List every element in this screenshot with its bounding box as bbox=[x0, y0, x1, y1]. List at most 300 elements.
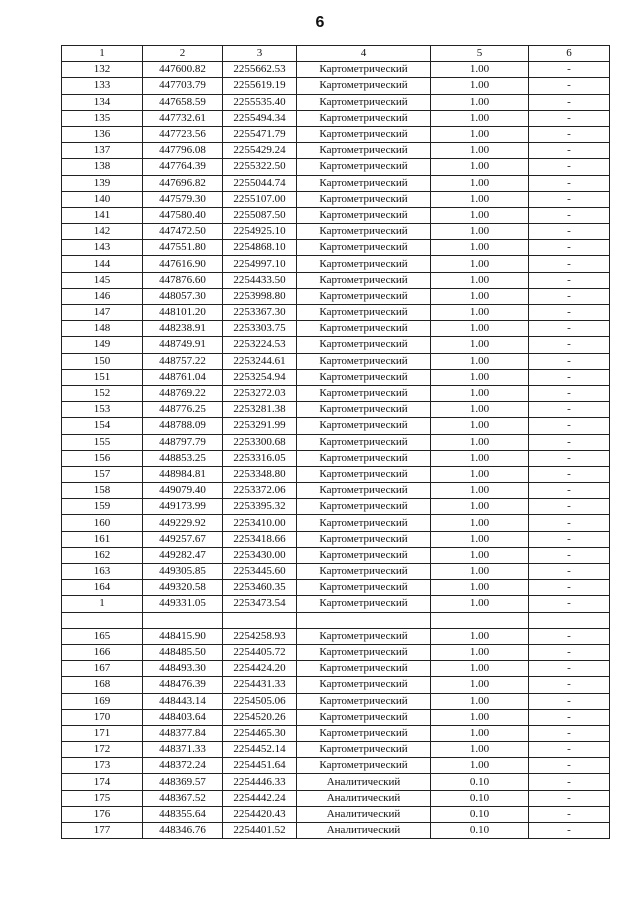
table-row bbox=[62, 191, 610, 207]
note-cell: - bbox=[529, 596, 610, 612]
accuracy-cell: 1.00 bbox=[431, 531, 529, 547]
table-row bbox=[62, 369, 610, 385]
accuracy-cell: 1.00 bbox=[431, 353, 529, 369]
table-row bbox=[62, 644, 610, 660]
y-coordinate-cell: 2254868.10 bbox=[223, 240, 297, 256]
method-cell: Картометрический bbox=[297, 531, 431, 547]
note-cell: - bbox=[529, 110, 610, 126]
y-coordinate-cell: 2254451.64 bbox=[223, 758, 297, 774]
point-number-cell: 140 bbox=[62, 191, 143, 207]
note-cell: - bbox=[529, 159, 610, 175]
table-row bbox=[62, 110, 610, 126]
point-number-cell: 135 bbox=[62, 110, 143, 126]
point-number-cell bbox=[62, 612, 143, 628]
point-number-cell: 148 bbox=[62, 321, 143, 337]
method-cell: Картометрический bbox=[297, 337, 431, 353]
coordinates-table bbox=[61, 45, 610, 839]
page-number: 6 bbox=[315, 14, 325, 31]
method-cell: Картометрический bbox=[297, 143, 431, 159]
table-row bbox=[62, 159, 610, 175]
note-cell: - bbox=[529, 240, 610, 256]
method-cell: Картометрический bbox=[297, 385, 431, 401]
y-coordinate-cell: 2254520.26 bbox=[223, 709, 297, 725]
x-coordinate-cell: 447764.39 bbox=[143, 159, 223, 175]
y-coordinate-cell: 2255107.00 bbox=[223, 191, 297, 207]
table-row bbox=[62, 321, 610, 337]
accuracy-cell: 1.00 bbox=[431, 191, 529, 207]
y-coordinate-cell: 2254452.14 bbox=[223, 742, 297, 758]
y-coordinate-cell: 2253254.94 bbox=[223, 369, 297, 385]
table-row bbox=[62, 78, 610, 94]
point-number-cell: 172 bbox=[62, 742, 143, 758]
y-coordinate-cell: 2255087.50 bbox=[223, 207, 297, 223]
note-cell: - bbox=[529, 661, 610, 677]
note-cell: - bbox=[529, 547, 610, 563]
y-coordinate-cell: 2254465.30 bbox=[223, 725, 297, 741]
accuracy-cell: 1.00 bbox=[431, 515, 529, 531]
note-cell: - bbox=[529, 224, 610, 240]
accuracy-cell: 1.00 bbox=[431, 628, 529, 644]
x-coordinate-cell: 447579.30 bbox=[143, 191, 223, 207]
method-cell: Картометрический bbox=[297, 126, 431, 142]
x-coordinate-cell: 449229.92 bbox=[143, 515, 223, 531]
table-row bbox=[62, 402, 610, 418]
note-cell: - bbox=[529, 353, 610, 369]
table-row bbox=[62, 385, 610, 401]
table-row bbox=[62, 418, 610, 434]
x-coordinate-cell: 449305.85 bbox=[143, 564, 223, 580]
accuracy-cell: 1.00 bbox=[431, 175, 529, 191]
x-coordinate-cell: 448797.79 bbox=[143, 434, 223, 450]
method-cell: Картометрический bbox=[297, 78, 431, 94]
method-cell: Картометрический bbox=[297, 596, 431, 612]
accuracy-cell: 1.00 bbox=[431, 580, 529, 596]
x-coordinate-cell: 449173.99 bbox=[143, 499, 223, 515]
note-cell: - bbox=[529, 321, 610, 337]
method-cell: Аналитический bbox=[297, 790, 431, 806]
y-coordinate-cell: 2254446.33 bbox=[223, 774, 297, 790]
point-number-cell: 150 bbox=[62, 353, 143, 369]
note-cell: - bbox=[529, 126, 610, 142]
method-cell: Картометрический bbox=[297, 224, 431, 240]
x-coordinate-cell: 448377.84 bbox=[143, 725, 223, 741]
x-coordinate-cell: 448372.24 bbox=[143, 758, 223, 774]
table-row bbox=[62, 596, 610, 612]
accuracy-cell: 1.00 bbox=[431, 644, 529, 660]
accuracy-cell: 1.00 bbox=[431, 661, 529, 677]
accuracy-cell: 1.00 bbox=[431, 321, 529, 337]
x-coordinate-cell: 448853.25 bbox=[143, 450, 223, 466]
accuracy-cell: 0.10 bbox=[431, 774, 529, 790]
header-cell-1: 1 bbox=[62, 46, 143, 62]
x-coordinate-cell: 447732.61 bbox=[143, 110, 223, 126]
x-coordinate-cell: 447703.79 bbox=[143, 78, 223, 94]
point-number-cell: 145 bbox=[62, 272, 143, 288]
point-number-cell: 175 bbox=[62, 790, 143, 806]
point-number-cell: 162 bbox=[62, 547, 143, 563]
y-coordinate-cell: 2254433.50 bbox=[223, 272, 297, 288]
note-cell: - bbox=[529, 369, 610, 385]
method-cell: Картометрический bbox=[297, 353, 431, 369]
header-cell-2: 2 bbox=[143, 46, 223, 62]
table-row bbox=[62, 612, 610, 628]
note-cell: - bbox=[529, 191, 610, 207]
point-number-cell: 133 bbox=[62, 78, 143, 94]
table-row bbox=[62, 580, 610, 596]
accuracy-cell: 1.00 bbox=[431, 547, 529, 563]
accuracy-cell: 1.00 bbox=[431, 709, 529, 725]
method-cell: Картометрический bbox=[297, 742, 431, 758]
point-number-cell: 152 bbox=[62, 385, 143, 401]
y-coordinate-cell: 2253998.80 bbox=[223, 288, 297, 304]
note-cell: - bbox=[529, 725, 610, 741]
accuracy-cell: 1.00 bbox=[431, 224, 529, 240]
note-cell: - bbox=[529, 693, 610, 709]
accuracy-cell: 1.00 bbox=[431, 337, 529, 353]
x-coordinate-cell: 448769.22 bbox=[143, 385, 223, 401]
note-cell: - bbox=[529, 466, 610, 482]
point-number-cell: 171 bbox=[62, 725, 143, 741]
point-number-cell: 137 bbox=[62, 143, 143, 159]
point-number-cell: 139 bbox=[62, 175, 143, 191]
y-coordinate-cell: 2253410.00 bbox=[223, 515, 297, 531]
method-cell: Картометрический bbox=[297, 677, 431, 693]
x-coordinate-cell: 448057.30 bbox=[143, 288, 223, 304]
table-row bbox=[62, 693, 610, 709]
header-cell-5: 5 bbox=[431, 46, 529, 62]
table-row bbox=[62, 466, 610, 482]
method-cell: Картометрический bbox=[297, 272, 431, 288]
table-row bbox=[62, 725, 610, 741]
accuracy-cell: 1.00 bbox=[431, 240, 529, 256]
accuracy-cell: 1.00 bbox=[431, 369, 529, 385]
note-cell: - bbox=[529, 62, 610, 78]
table-row bbox=[62, 240, 610, 256]
table-row bbox=[62, 628, 610, 644]
y-coordinate-cell: 2254431.33 bbox=[223, 677, 297, 693]
method-cell: Картометрический bbox=[297, 725, 431, 741]
accuracy-cell: 1.00 bbox=[431, 385, 529, 401]
x-coordinate-cell: 448367.52 bbox=[143, 790, 223, 806]
note-cell: - bbox=[529, 515, 610, 531]
point-number-cell: 141 bbox=[62, 207, 143, 223]
accuracy-cell: 1.00 bbox=[431, 418, 529, 434]
note-cell: - bbox=[529, 450, 610, 466]
point-number-cell: 169 bbox=[62, 693, 143, 709]
point-number-cell: 155 bbox=[62, 434, 143, 450]
x-coordinate-cell: 447696.82 bbox=[143, 175, 223, 191]
note-cell: - bbox=[529, 418, 610, 434]
point-number-cell: 165 bbox=[62, 628, 143, 644]
method-cell: Картометрический bbox=[297, 369, 431, 385]
method-cell: Картометрический bbox=[297, 240, 431, 256]
table-row bbox=[62, 126, 610, 142]
method-cell bbox=[297, 612, 431, 628]
note-cell: - bbox=[529, 402, 610, 418]
method-cell: Аналитический bbox=[297, 774, 431, 790]
x-coordinate-cell: 448476.39 bbox=[143, 677, 223, 693]
note-cell: - bbox=[529, 580, 610, 596]
y-coordinate-cell: 2254424.20 bbox=[223, 661, 297, 677]
x-coordinate-cell: 448984.81 bbox=[143, 466, 223, 482]
y-coordinate-cell: 2253473.54 bbox=[223, 596, 297, 612]
note-cell: - bbox=[529, 499, 610, 515]
table-row bbox=[62, 337, 610, 353]
y-coordinate-cell: 2254505.06 bbox=[223, 693, 297, 709]
method-cell: Картометрический bbox=[297, 661, 431, 677]
point-number-cell: 176 bbox=[62, 806, 143, 822]
method-cell: Картометрический bbox=[297, 159, 431, 175]
x-coordinate-cell: 447876.60 bbox=[143, 272, 223, 288]
point-number-cell: 177 bbox=[62, 823, 143, 839]
y-coordinate-cell: 2253395.32 bbox=[223, 499, 297, 515]
accuracy-cell: 1.00 bbox=[431, 450, 529, 466]
accuracy-cell: 1.00 bbox=[431, 94, 529, 110]
point-number-cell: 163 bbox=[62, 564, 143, 580]
method-cell: Картометрический bbox=[297, 450, 431, 466]
y-coordinate-cell: 2253300.68 bbox=[223, 434, 297, 450]
method-cell: Картометрический bbox=[297, 305, 431, 321]
x-coordinate-cell: 448761.04 bbox=[143, 369, 223, 385]
note-cell: - bbox=[529, 531, 610, 547]
note-cell: - bbox=[529, 742, 610, 758]
table-row bbox=[62, 143, 610, 159]
y-coordinate-cell: 2253430.00 bbox=[223, 547, 297, 563]
y-coordinate-cell: 2254420.43 bbox=[223, 806, 297, 822]
x-coordinate-cell: 448493.30 bbox=[143, 661, 223, 677]
y-coordinate-cell: 2254405.72 bbox=[223, 644, 297, 660]
method-cell: Картометрический bbox=[297, 499, 431, 515]
method-cell: Картометрический bbox=[297, 207, 431, 223]
note-cell: - bbox=[529, 256, 610, 272]
note-cell: - bbox=[529, 806, 610, 822]
x-coordinate-cell: 448355.64 bbox=[143, 806, 223, 822]
x-coordinate-cell: 447600.82 bbox=[143, 62, 223, 78]
note-cell: - bbox=[529, 305, 610, 321]
point-number-cell: 156 bbox=[62, 450, 143, 466]
y-coordinate-cell: 2253281.38 bbox=[223, 402, 297, 418]
point-number-cell: 166 bbox=[62, 644, 143, 660]
note-cell: - bbox=[529, 385, 610, 401]
method-cell: Картометрический bbox=[297, 94, 431, 110]
point-number-cell: 1 bbox=[62, 596, 143, 612]
accuracy-cell: 1.00 bbox=[431, 207, 529, 223]
y-coordinate-cell: 2254258.93 bbox=[223, 628, 297, 644]
x-coordinate-cell: 448346.76 bbox=[143, 823, 223, 839]
method-cell: Картометрический bbox=[297, 628, 431, 644]
note-cell bbox=[529, 612, 610, 628]
x-coordinate-cell: 448788.09 bbox=[143, 418, 223, 434]
y-coordinate-cell: 2253224.53 bbox=[223, 337, 297, 353]
point-number-cell: 164 bbox=[62, 580, 143, 596]
x-coordinate-cell: 448443.14 bbox=[143, 693, 223, 709]
accuracy-cell: 1.00 bbox=[431, 742, 529, 758]
point-number-cell: 136 bbox=[62, 126, 143, 142]
x-coordinate-cell: 448415.90 bbox=[143, 628, 223, 644]
note-cell: - bbox=[529, 78, 610, 94]
point-number-cell: 170 bbox=[62, 709, 143, 725]
table-row bbox=[62, 62, 610, 78]
table-row bbox=[62, 288, 610, 304]
header-cell-3: 3 bbox=[223, 46, 297, 62]
accuracy-cell: 1.00 bbox=[431, 483, 529, 499]
y-coordinate-cell: 2253291.99 bbox=[223, 418, 297, 434]
note-cell: - bbox=[529, 644, 610, 660]
y-coordinate-cell: 2255322.50 bbox=[223, 159, 297, 175]
y-coordinate-cell: 2254442.24 bbox=[223, 790, 297, 806]
method-cell: Картометрический bbox=[297, 644, 431, 660]
accuracy-cell: 0.10 bbox=[431, 790, 529, 806]
method-cell: Картометрический bbox=[297, 693, 431, 709]
table-row bbox=[62, 499, 610, 515]
x-coordinate-cell bbox=[143, 612, 223, 628]
method-cell: Картометрический bbox=[297, 288, 431, 304]
x-coordinate-cell: 449079.40 bbox=[143, 483, 223, 499]
y-coordinate-cell: 2254925.10 bbox=[223, 224, 297, 240]
note-cell: - bbox=[529, 94, 610, 110]
method-cell: Картометрический bbox=[297, 466, 431, 482]
note-cell: - bbox=[529, 272, 610, 288]
x-coordinate-cell: 447472.50 bbox=[143, 224, 223, 240]
point-number-cell: 151 bbox=[62, 369, 143, 385]
y-coordinate-cell: 2254401.52 bbox=[223, 823, 297, 839]
x-coordinate-cell: 449331.05 bbox=[143, 596, 223, 612]
x-coordinate-cell: 448369.57 bbox=[143, 774, 223, 790]
x-coordinate-cell: 448403.64 bbox=[143, 709, 223, 725]
method-cell: Картометрический bbox=[297, 709, 431, 725]
accuracy-cell: 1.00 bbox=[431, 434, 529, 450]
point-number-cell: 153 bbox=[62, 402, 143, 418]
y-coordinate-cell: 2253272.03 bbox=[223, 385, 297, 401]
table-body bbox=[62, 62, 610, 839]
method-cell: Картометрический bbox=[297, 191, 431, 207]
accuracy-cell: 1.00 bbox=[431, 305, 529, 321]
y-coordinate-cell: 2253316.05 bbox=[223, 450, 297, 466]
method-cell: Картометрический bbox=[297, 402, 431, 418]
accuracy-cell: 1.00 bbox=[431, 62, 529, 78]
point-number-cell: 159 bbox=[62, 499, 143, 515]
table-row bbox=[62, 272, 610, 288]
y-coordinate-cell: 2255494.34 bbox=[223, 110, 297, 126]
method-cell: Картометрический bbox=[297, 564, 431, 580]
method-cell: Картометрический bbox=[297, 483, 431, 499]
x-coordinate-cell: 448485.50 bbox=[143, 644, 223, 660]
table-row bbox=[62, 661, 610, 677]
table-row bbox=[62, 305, 610, 321]
method-cell: Картометрический bbox=[297, 434, 431, 450]
table-row bbox=[62, 224, 610, 240]
y-coordinate-cell: 2255471.79 bbox=[223, 126, 297, 142]
accuracy-cell: 1.00 bbox=[431, 596, 529, 612]
y-coordinate-cell bbox=[223, 612, 297, 628]
point-number-cell: 138 bbox=[62, 159, 143, 175]
table-row bbox=[62, 677, 610, 693]
table-header-row bbox=[62, 46, 610, 62]
x-coordinate-cell: 448238.91 bbox=[143, 321, 223, 337]
method-cell: Картометрический bbox=[297, 418, 431, 434]
accuracy-cell: 1.00 bbox=[431, 143, 529, 159]
point-number-cell: 158 bbox=[62, 483, 143, 499]
method-cell: Аналитический bbox=[297, 806, 431, 822]
accuracy-cell: 1.00 bbox=[431, 110, 529, 126]
point-number-cell: 160 bbox=[62, 515, 143, 531]
x-coordinate-cell: 448749.91 bbox=[143, 337, 223, 353]
table-row bbox=[62, 207, 610, 223]
table-row bbox=[62, 774, 610, 790]
y-coordinate-cell: 2253244.61 bbox=[223, 353, 297, 369]
x-coordinate-cell: 448776.25 bbox=[143, 402, 223, 418]
accuracy-cell: 1.00 bbox=[431, 288, 529, 304]
note-cell: - bbox=[529, 823, 610, 839]
accuracy-cell: 1.00 bbox=[431, 564, 529, 580]
y-coordinate-cell: 2255662.53 bbox=[223, 62, 297, 78]
accuracy-cell bbox=[431, 612, 529, 628]
accuracy-cell: 1.00 bbox=[431, 256, 529, 272]
y-coordinate-cell: 2255619.19 bbox=[223, 78, 297, 94]
accuracy-cell: 0.10 bbox=[431, 823, 529, 839]
point-number-cell: 142 bbox=[62, 224, 143, 240]
x-coordinate-cell: 449257.67 bbox=[143, 531, 223, 547]
method-cell: Картометрический bbox=[297, 110, 431, 126]
x-coordinate-cell: 447580.40 bbox=[143, 207, 223, 223]
method-cell: Картометрический bbox=[297, 580, 431, 596]
x-coordinate-cell: 447796.08 bbox=[143, 143, 223, 159]
accuracy-cell: 1.00 bbox=[431, 159, 529, 175]
method-cell: Картометрический bbox=[297, 321, 431, 337]
accuracy-cell: 1.00 bbox=[431, 466, 529, 482]
point-number-cell: 143 bbox=[62, 240, 143, 256]
accuracy-cell: 1.00 bbox=[431, 693, 529, 709]
table-row bbox=[62, 450, 610, 466]
table-row bbox=[62, 709, 610, 725]
table-row bbox=[62, 353, 610, 369]
note-cell: - bbox=[529, 483, 610, 499]
header-cell-4: 4 bbox=[297, 46, 431, 62]
y-coordinate-cell: 2253303.75 bbox=[223, 321, 297, 337]
table-row bbox=[62, 483, 610, 499]
accuracy-cell: 1.00 bbox=[431, 499, 529, 515]
table-header bbox=[62, 46, 610, 62]
y-coordinate-cell: 2253367.30 bbox=[223, 305, 297, 321]
y-coordinate-cell: 2255044.74 bbox=[223, 175, 297, 191]
note-cell: - bbox=[529, 564, 610, 580]
note-cell: - bbox=[529, 709, 610, 725]
table-row bbox=[62, 547, 610, 563]
accuracy-cell: 1.00 bbox=[431, 725, 529, 741]
x-coordinate-cell: 448101.20 bbox=[143, 305, 223, 321]
note-cell: - bbox=[529, 288, 610, 304]
x-coordinate-cell: 449320.58 bbox=[143, 580, 223, 596]
point-number-cell: 174 bbox=[62, 774, 143, 790]
x-coordinate-cell: 447616.90 bbox=[143, 256, 223, 272]
note-cell: - bbox=[529, 434, 610, 450]
table-row bbox=[62, 806, 610, 822]
table-row bbox=[62, 758, 610, 774]
accuracy-cell: 1.00 bbox=[431, 126, 529, 142]
accuracy-cell: 0.10 bbox=[431, 806, 529, 822]
point-number-cell: 146 bbox=[62, 288, 143, 304]
method-cell: Картометрический bbox=[297, 547, 431, 563]
note-cell: - bbox=[529, 143, 610, 159]
note-cell: - bbox=[529, 337, 610, 353]
point-number-cell: 147 bbox=[62, 305, 143, 321]
table-row bbox=[62, 564, 610, 580]
y-coordinate-cell: 2253445.60 bbox=[223, 564, 297, 580]
table-row bbox=[62, 742, 610, 758]
x-coordinate-cell: 449282.47 bbox=[143, 547, 223, 563]
accuracy-cell: 1.00 bbox=[431, 677, 529, 693]
table-row bbox=[62, 256, 610, 272]
